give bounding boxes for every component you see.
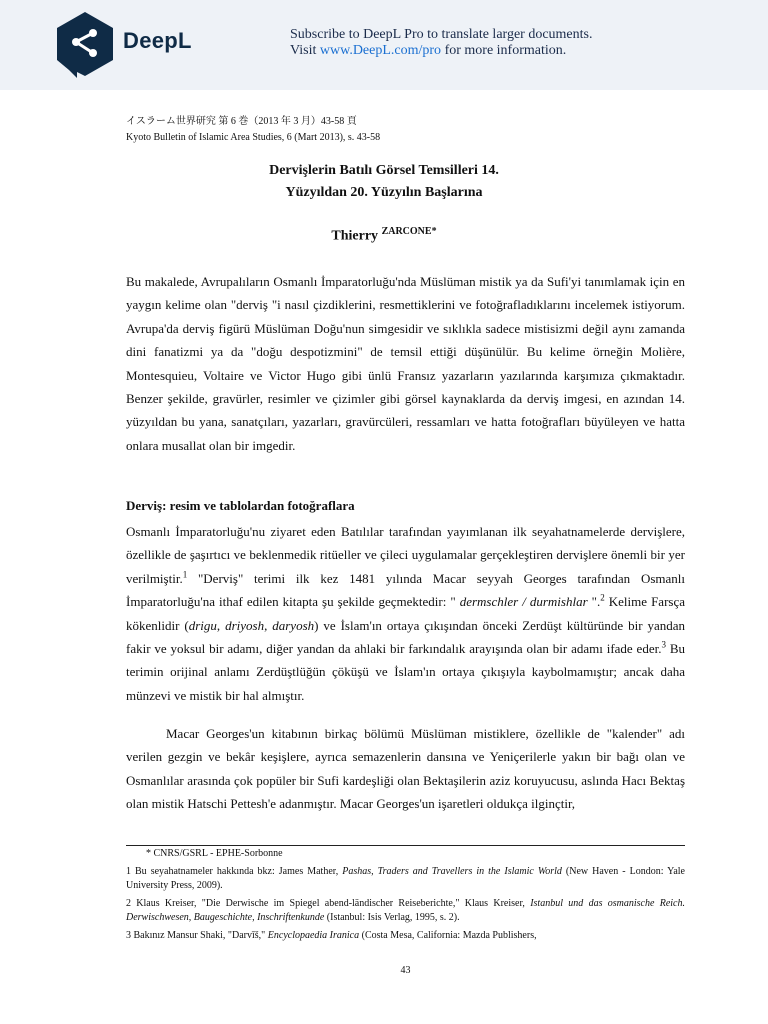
- p2-text-b: "Derviş" terimi ilk kez 1481 yılında Macar seyyah Georges tarafından Osmanlı İmparatorluğu'na ithaf edilen kitapta şu şekilde geçmektedir: ": [126, 570, 685, 610]
- footnote-3: [126, 929, 685, 943]
- fn3-text-a: 3 Bakınız Mansur Shaki, "Darvīš,": [126, 930, 268, 941]
- paragraph-section-1: [126, 520, 685, 707]
- journal-header-jp: イスラーム世界研究 第 6 巻（2013 年 3 月）43-58 頁: [126, 116, 357, 127]
- deepl-pro-link[interactable]: www.DeepL.com/pro: [319, 43, 442, 58]
- promo-message: [290, 27, 592, 59]
- footnote-1: [126, 865, 685, 893]
- p2-italic-daryosh: daryosh: [272, 617, 315, 633]
- fn2-italic: Istanbul und das osmanische Reich. Derwischwesen, Baugeschichte, Inschriftenkunde: [126, 898, 685, 923]
- author-last-name: ZARCONE*: [381, 226, 437, 237]
- p2-text-f: ,: [264, 617, 273, 633]
- fn1-italic: Pashas, Traders and Travellers in the Islamic World: [342, 866, 562, 877]
- p2-text-e: ,: [216, 617, 226, 633]
- footnote-ref-1[interactable]: 1: [182, 569, 188, 580]
- paragraph-intro: Bu makalede, Avrupalıların Osmanlı İmparatorluğu'nda Müslüman mistik ya da Sufi'yi tanımlamak için en yaygın kelime olan "derviş "i nasıl çizdiklerini, resmettiklerini ve fotoğrafladıklarını incelemek istiyorum. Avrupa'da derviş figürü Müslüman Doğu'nun simgesidir ve sıklıkla sadece mistisizmi değil aynı zamanda dini fanatizmi ya da "doğu despotizmini" de temsil ettiği düşünülür. Bu kelime örneğin Molière, Montesquieu, Voltaire ve Victor Hugo gibi ünlü Fransız yazarların yazılarında karşımıza çıkmaktadır. Benzer şekilde, gravürler, resimler ve çizimler gibi görsel kaynaklarda da derviş imgesi, en azından 14. yüzyıldan bu yana, sanatçıları, yazarları, gravürcüleri, ressamları ve hatta fotoğrafları büyüleyen ve hatta onlara musallat olan bir imgedir.: [126, 274, 685, 453]
- footnote-divider: [126, 845, 685, 846]
- fn1-text-b: (New Haven - London: Yale University Press, 2009).: [126, 866, 685, 891]
- deepl-banner: [0, 0, 768, 90]
- page-number: 43: [400, 965, 411, 976]
- promo-line-2: [290, 43, 592, 59]
- footnote-ref-2[interactable]: 2: [600, 592, 605, 603]
- footnote-2: [126, 897, 685, 925]
- title-line-1: Dervişlerin Batılı Görsel Temsilleri 14.: [269, 163, 499, 178]
- paragraph-section-2: Macar Georges'un kitabının birkaç bölümü Müslüman mistiklere, özellikle de "kalender" adı verilen gezgin ve bekâr keşişlere, ayrıca semazenlerin dansına ve Yeniçerilerle yakın bir bağı olan ve Osmanlılar arasında çok popüler bir Sufi kardeşliği olan Bektaşilerin aziz koruyucusu, aslında Hacı Bektaş olan mistik Hatschi Pettesh'e adanmıştır. Macar Georges'un işaretleri oldukça ilginçtir,: [126, 726, 685, 812]
- footnote-affiliation: * CNRS/GSRL - EPHE-Sorbonne: [146, 848, 283, 859]
- promo-visit: Visit: [290, 43, 317, 58]
- fn1-text-a: 1 Bu seyahatnameler hakkında bkz: James Mather,: [126, 866, 343, 877]
- fn3-italic: Encyclopaedia Iranica: [267, 930, 360, 941]
- footnote-ref-3[interactable]: 3: [661, 639, 666, 650]
- fn3-text-b: (Costa Mesa, California: Mazda Publishers,: [359, 930, 537, 941]
- fn2-text-b: (Istanbul: Isis Verlag, 1995, s. 2).: [324, 912, 460, 923]
- title-line-2: Yüzyıldan 20. Yüzyılın Başlarına: [285, 185, 483, 200]
- promo-rest: for more information.: [444, 43, 567, 58]
- p2-text-a: Osmanlı İmparatorluğu'nu ziyaret eden Batılılar tarafından yayımlanan ilk seyahatnamelerde dervişlere, özellikle de şaşırtıcı ve beklenmedik ritüeller ve çileci uygulamalar gerçekleştiren dervişlere önemli bir yer verilmiştir.: [126, 524, 685, 586]
- p2-italic-term: dermschler / durmishlar: [459, 594, 588, 610]
- author-first-name: Thierry: [331, 228, 379, 244]
- journal-header-en: Kyoto Bulletin of Islamic Area Studies, 6 (Mart 2013), s. 43-58: [126, 132, 381, 143]
- promo-line-1: Subscribe to DeepL Pro to translate larger documents.: [290, 27, 593, 42]
- section-heading: Derviş: resim ve tablolardan fotoğraflara: [126, 498, 355, 513]
- footnotes: [126, 847, 685, 947]
- deepl-logo-text: DeepL: [123, 28, 192, 53]
- article-title: [126, 160, 642, 204]
- p2-italic-driyosh: driyosh: [225, 617, 265, 633]
- p2-text-d: Kelime Farsça kökenlidir (: [126, 594, 685, 633]
- article-author: [126, 226, 642, 245]
- journal-header: [126, 114, 380, 146]
- p2-italic-drigu: drigu: [188, 617, 217, 633]
- deepl-logo-icon: [55, 12, 115, 78]
- p2-text-c: ".: [587, 594, 601, 610]
- p2-text-h: Bu terimin orijinal anlamı Zerdüştlüğün çöküşü ve İslam'ın ortaya çıkışıyla kaybolmamıştır; ancak daha münzevi ve mistik bir hal almıştır.: [126, 641, 686, 703]
- p2-text-g: ) ve İslam'ın ortaya çıkışından önceki Zerdüşt kültüründe bir yandan fakir ve yoksul bir adamı, diğer yandan da ahlaki bir farkındalık arayışında olan bir adamı ifade eder.: [126, 617, 686, 657]
- fn2-text-a: 2 Klaus Kreiser, "Die Derwische im Spiegel abend-ländischer Reiseberichte," Klaus Kreiser,: [126, 898, 531, 909]
